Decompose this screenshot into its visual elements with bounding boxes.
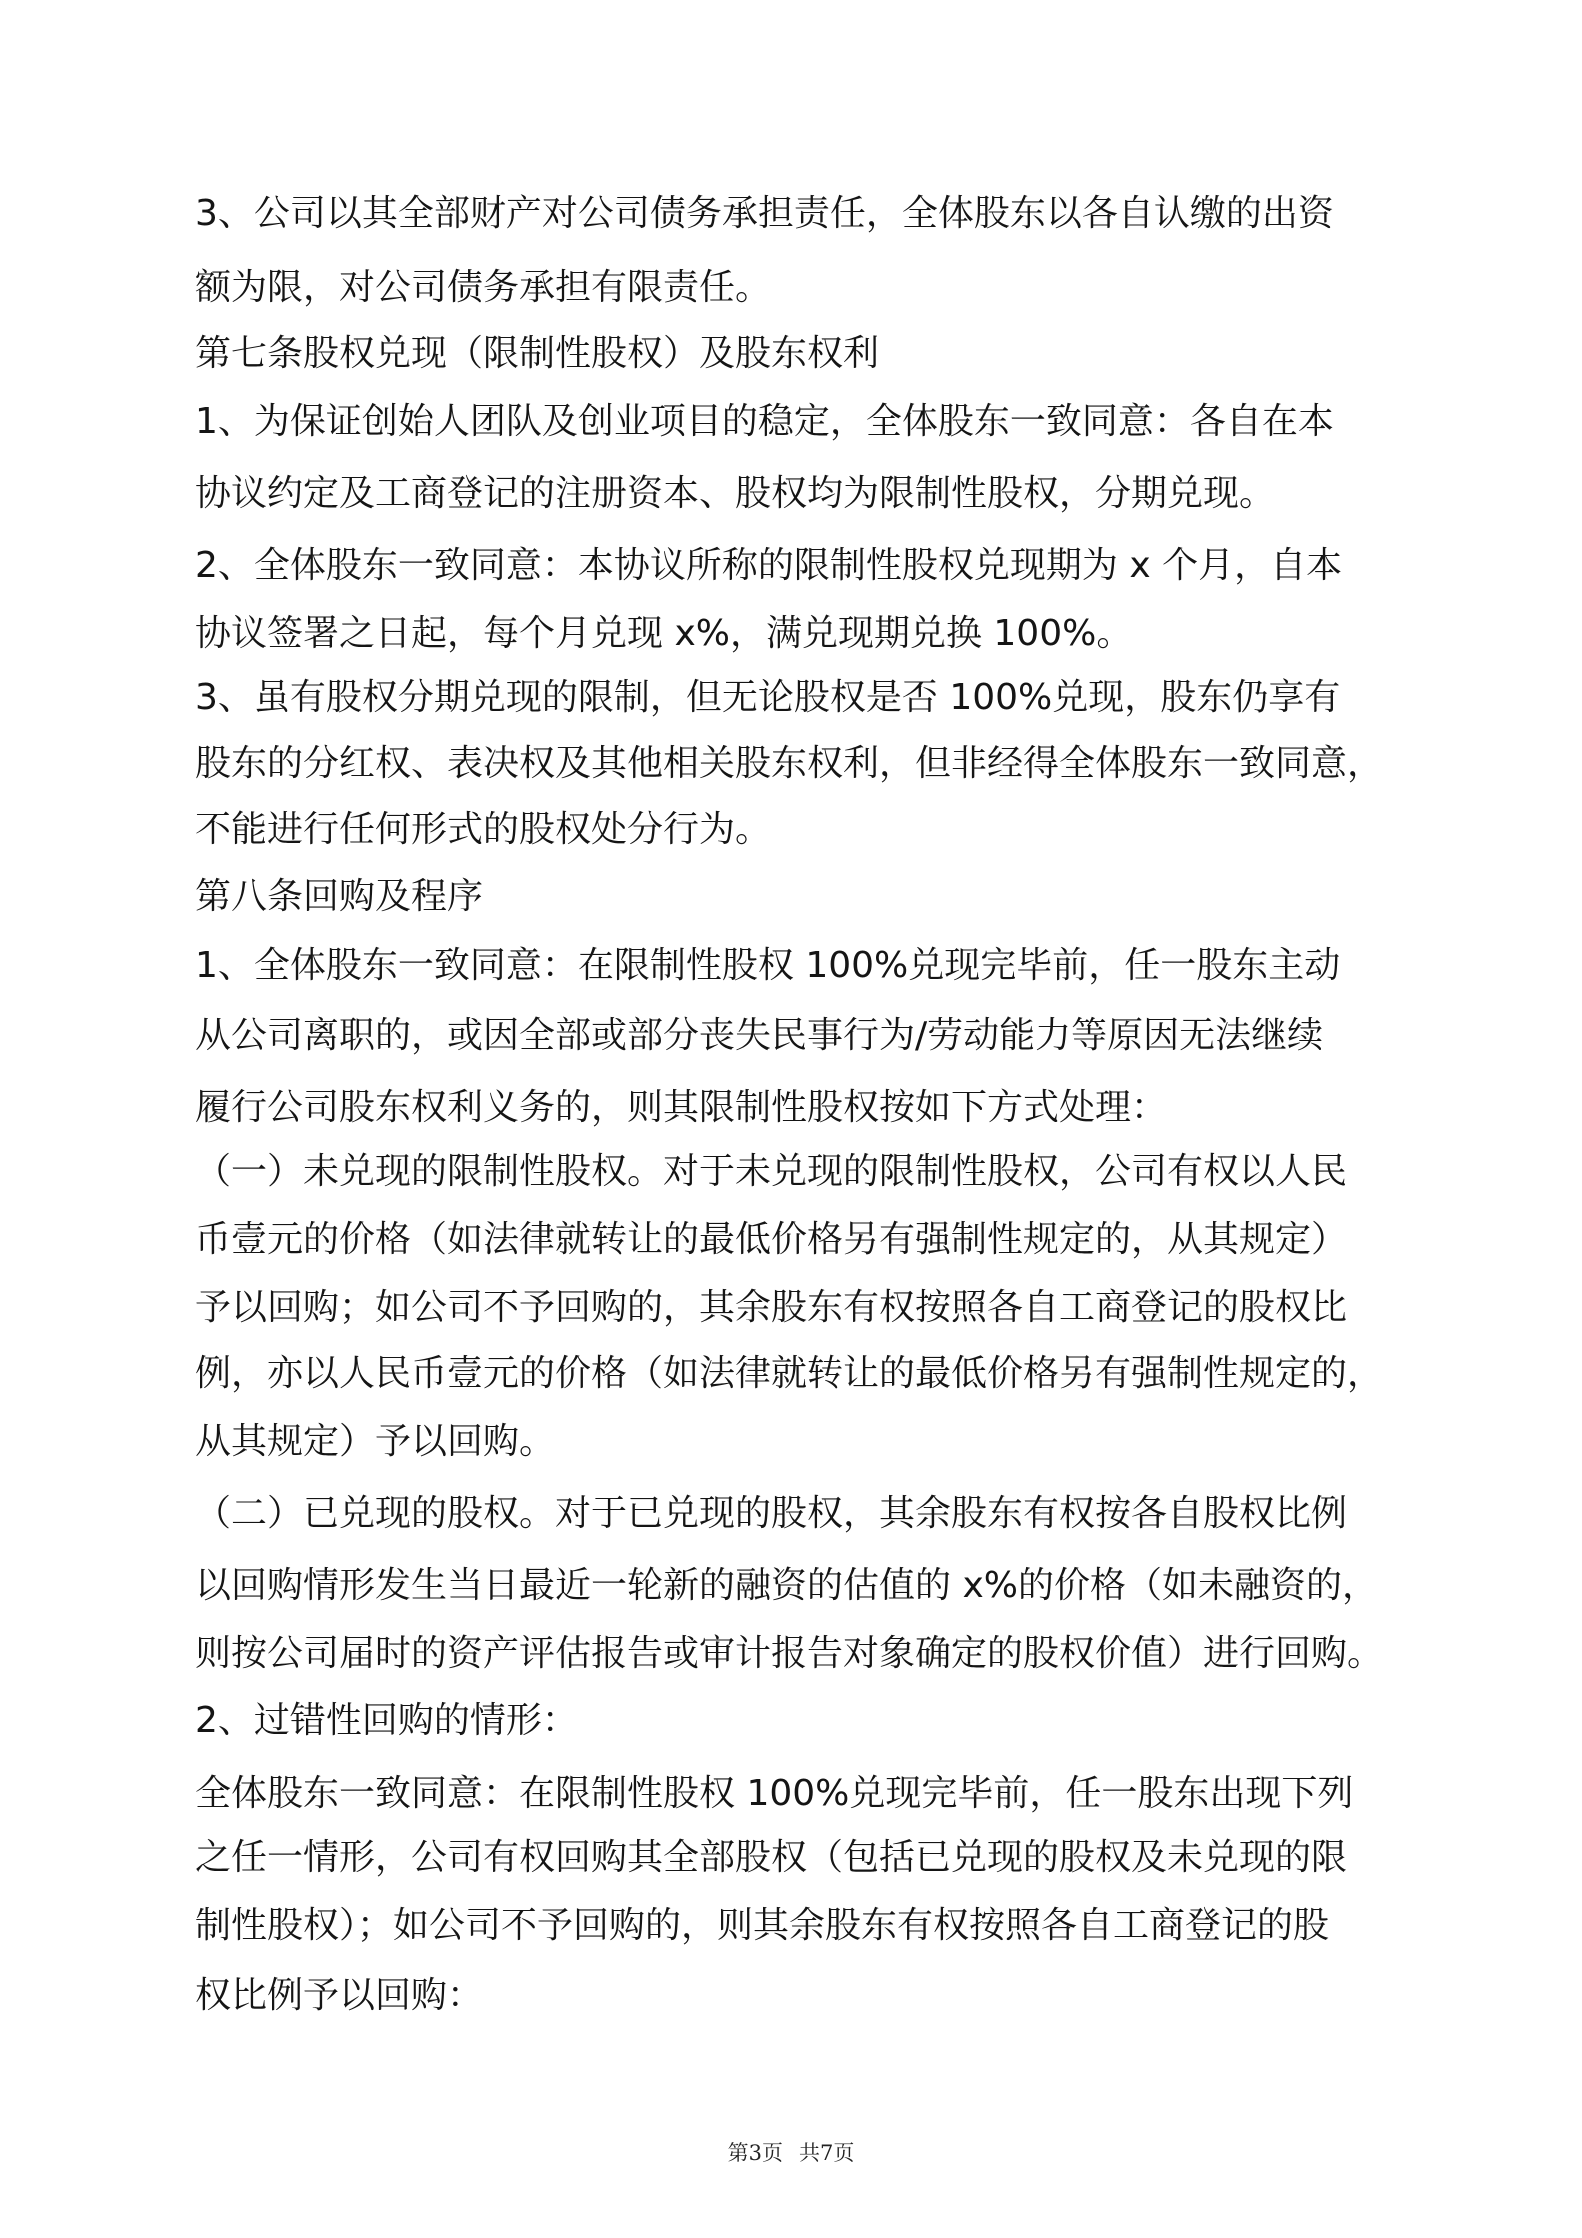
page-total: 共7页 [799, 2141, 855, 2165]
text-line: 全体股东一致同意：在限制性股权 100%兑现完毕前，任一股东出现下列 [195, 1773, 1354, 1814]
text-line: 制性股权）；如公司不予回购的，则其余股东有权按照各自工商登记的股 [195, 1905, 1330, 1946]
text-line: 2、全体股东一致同意：本协议所称的限制性股权兑现期为 x 个月，自本 [195, 545, 1343, 586]
text-line: 从其规定）予以回购。 [195, 1421, 556, 1462]
text-line: 币壹元的价格（如法律就转让的最低价格另有强制性规定的，从其规定） [195, 1219, 1348, 1260]
text-line: 协议签署之日起，每个月兑现 x%，满兑现期兑换 100%。 [195, 613, 1133, 654]
text-line: 3、虽有股权分期兑现的限制，但无论股权是否 100%兑现，股东仍享有 [195, 677, 1341, 718]
text-line: 履行公司股东权利义务的，则其限制性股权按如下方式处理： [195, 1087, 1168, 1128]
text-line: 从公司离职的，或因全部或部分丧失民事行为/劳动能力等原因无法继续 [195, 1015, 1324, 1056]
text-line: 1、为保证创始人团队及创业项目的稳定，全体股东一致同意：各自在本 [195, 401, 1334, 442]
text-line: 以回购情形发生当日最近一轮新的融资的估值的 x%的价格（如未融资的， [195, 1565, 1378, 1606]
text-line: 不能进行任何形式的股权处分行为。 [195, 809, 772, 850]
text-line: 协议约定及工商登记的注册资本、股权均为限制性股权，分期兑现。 [195, 473, 1276, 514]
page-footer [0, 2137, 1582, 2167]
text-line: 权比例予以回购： [195, 1975, 484, 2016]
page-number: 第3页 [727, 2141, 783, 2165]
section-heading: 第七条股权兑现（限制性股权）及股东权利 [195, 333, 880, 374]
text-line: 3、公司以其全部财产对公司债务承担责任，全体股东以各自认缴的出资 [195, 193, 1334, 234]
text-line: 1、全体股东一致同意：在限制性股权 100%兑现完毕前，任一股东主动 [195, 945, 1341, 986]
text-line: 例，亦以人民币壹元的价格（如法律就转让的最低价格另有强制性规定的， [195, 1353, 1384, 1394]
text-line: 之任一情形，公司有权回购其全部股权（包括已兑现的股权及未兑现的限 [195, 1837, 1348, 1878]
text-line: 予以回购；如公司不予回购的，其余股东有权按照各自工商登记的股权比 [195, 1287, 1348, 1328]
text-line: （二）已兑现的股权。对于已兑现的股权，其余股东有权按各自股权比例 [195, 1493, 1348, 1534]
text-line: 则按公司届时的资产评估报告或审计报告对象确定的股权价值）进行回购。 [195, 1633, 1384, 1674]
section-heading: 第八条回购及程序 [195, 876, 484, 917]
text-line: 股东的分红权、表决权及其他相关股东权利，但非经得全体股东一致同意， [195, 743, 1384, 784]
text-line: 额为限，对公司债务承担有限责任。 [195, 267, 772, 308]
text-line: （一）未兑现的限制性股权。对于未兑现的限制性股权，公司有权以人民 [195, 1151, 1348, 1192]
text-line: 2、过错性回购的情形： [195, 1700, 578, 1741]
